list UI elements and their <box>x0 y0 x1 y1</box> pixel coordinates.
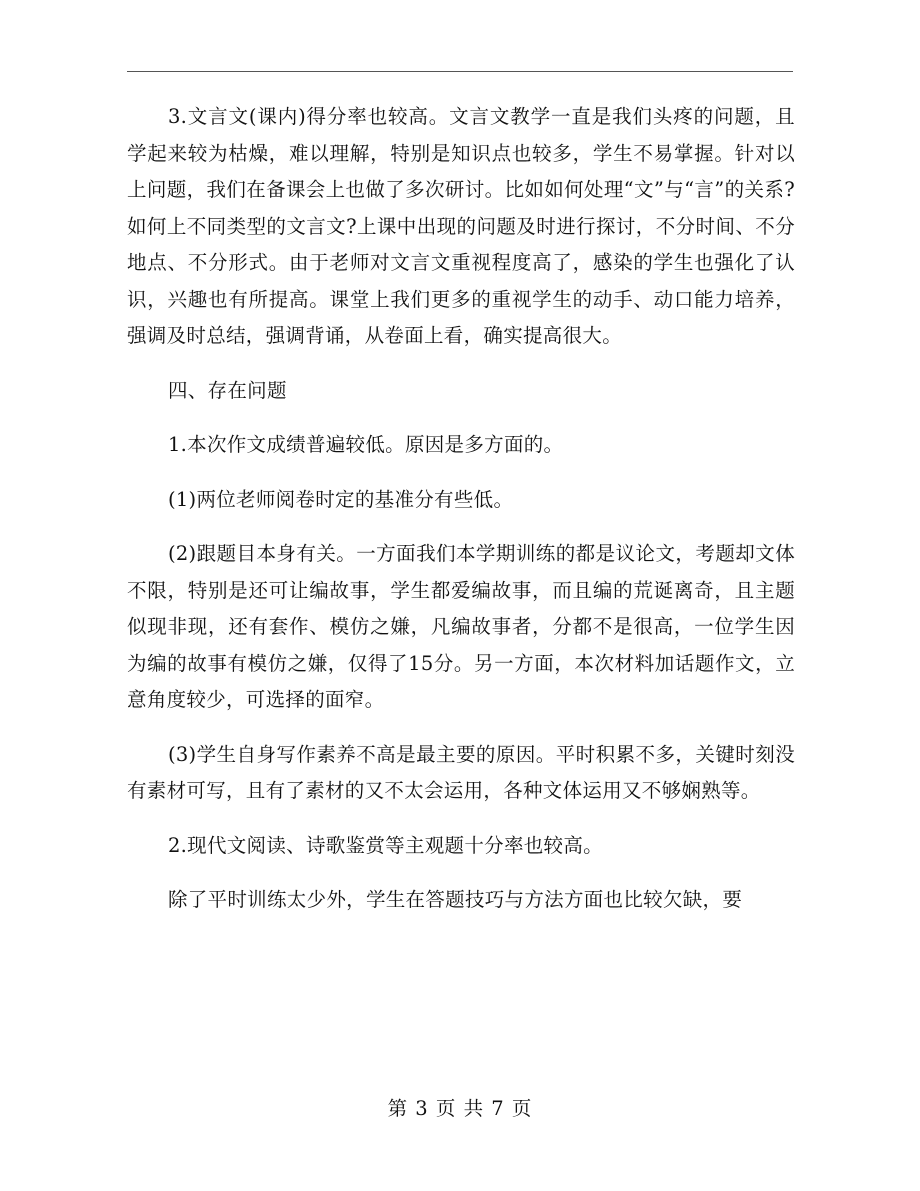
paragraph-classical-chinese: 3.文言文(课内)得分率也较高。文言文教学一直是我们头疼的问题，且学起来较为枯燥，难以理解，特别是知识点也较多，学生不易掌握。针对以上问题，我们在备课会上也做了多次研讨。比如如何处理“文”与“言”的关系?如何上不同类型的文言文?上课中出现的问题及时进行探讨，不分时间、不分地点、不分形式。由于老师对文言文重视程度高了，感染的学生也强化了认识，兴趣也有所提高。课堂上我们更多的重视学生的动手、动口能力培养，强调及时总结，强调背诵，从卷面上看，确实提高很大。 <box>127 105 795 347</box>
page-number: 第 3 页 共 7 页 <box>387 1097 533 1120</box>
paragraph-composition-scores: 1.本次作文成绩普遍较低。原因是多方面的。 <box>167 433 564 456</box>
header-rule <box>127 71 793 72</box>
paragraph-reason-2: (2)跟题目本身有关。一方面我们本学期训练的都是议论文，考题却文体不限，特别是还可让编故事，学生都爱编故事，而且编的荒诞离奇，且主题似现非现，还有套作、模仿之嫌，凡编故事者，分都不是很高，一位学生因为编的故事有模仿之嫌，仅得了15分。另一方面，本次材料加话题作文，立意角度较少，可选择的面窄。 <box>127 542 795 711</box>
paragraph-reason-3: (3)学生自身写作素养不高是最主要的原因。平时积累不多，关键时刻没有素材可写，且有了素材的又不太会运用，各种文体运用又不够娴熟等。 <box>127 742 795 802</box>
paragraph-continuation: 除了平时训练太少外，学生在答题技巧与方法方面也比较欠缺，要 <box>167 888 743 911</box>
section-heading-problems: 四、存在问题 <box>167 378 287 402</box>
paragraph-modern-reading: 2.现代文阅读、诗歌鉴赏等主观题十分率也较高。 <box>167 833 603 857</box>
document-body <box>127 99 795 937</box>
paragraph-reason-1: (1)两位老师阅卷时定的基准分有些低。 <box>167 487 514 511</box>
